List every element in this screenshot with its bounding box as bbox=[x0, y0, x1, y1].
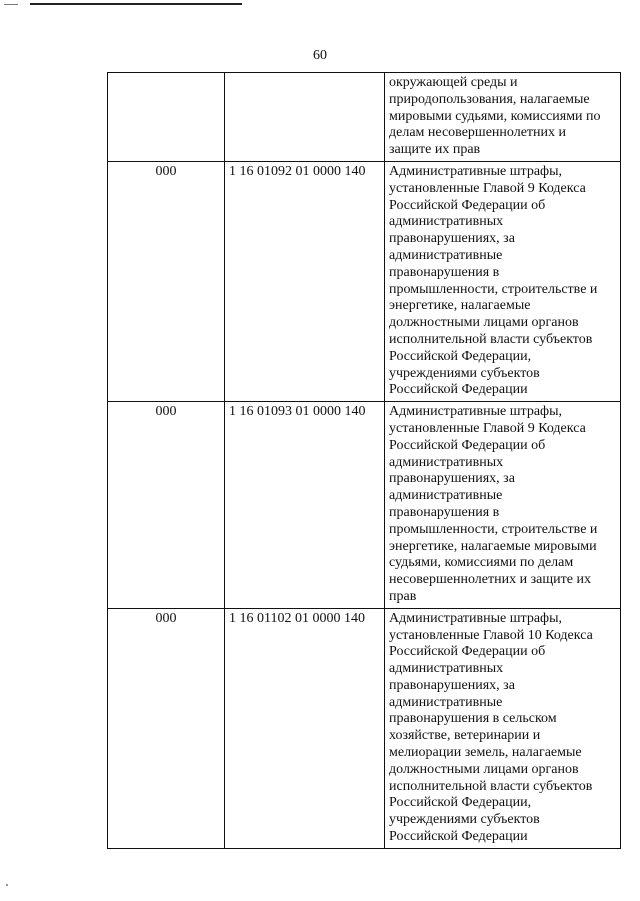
table-row bbox=[108, 402, 621, 609]
income-name-line: правонарушения в bbox=[389, 264, 500, 280]
income-name-line: исполнительной власти субъектов bbox=[389, 331, 593, 347]
income-name-cell bbox=[385, 161, 621, 401]
income-name-line: Российской Федерации, bbox=[389, 348, 532, 364]
page-number: 60 bbox=[313, 48, 327, 63]
table-row bbox=[108, 73, 621, 162]
income-name-line: Административные штрафы, bbox=[389, 610, 563, 626]
table-row bbox=[108, 608, 621, 848]
income-name-line: окружающей среды и bbox=[389, 75, 518, 90]
income-name-line: административные bbox=[389, 694, 503, 710]
income-name-line: хозяйстве, ветеринарии и bbox=[389, 728, 541, 744]
income-name-line: Российской Федерации об bbox=[389, 644, 546, 660]
income-name-cell bbox=[385, 73, 621, 162]
income-name-line: энергетике, налагаемые мировыми bbox=[389, 538, 597, 554]
income-name-line: мировыми судьями, комиссиями по bbox=[389, 108, 601, 124]
income-code-cell: 1 16 01102 01 0000 140 bbox=[225, 608, 385, 848]
income-name-line: установленные Главой 9 Кодекса bbox=[389, 180, 586, 196]
income-name-line: энергетике, налагаемые bbox=[389, 298, 531, 314]
income-name-line: промышленности, строительстве и bbox=[389, 281, 598, 297]
income-name-line: административных bbox=[389, 661, 504, 677]
admin-code-cell bbox=[108, 73, 225, 162]
income-name-line: прав bbox=[389, 588, 417, 604]
income-name-line: учреждениями субъектов bbox=[389, 365, 540, 381]
income-name-line: делам несовершеннолетних и bbox=[389, 125, 566, 141]
table-row bbox=[108, 161, 621, 401]
header-rule-tick bbox=[4, 4, 18, 5]
admin-code-cell: 000 bbox=[108, 608, 225, 848]
income-code-cell bbox=[225, 73, 385, 162]
income-name-line: Российской Федерации об bbox=[389, 437, 546, 453]
income-name-line: Российской Федерации об bbox=[389, 197, 546, 213]
income-name-line: административные bbox=[389, 488, 503, 504]
income-name-line: установленные Главой 10 Кодекса bbox=[389, 627, 593, 643]
fee-table-body bbox=[108, 73, 621, 849]
income-name-line: правонарушения в bbox=[389, 504, 500, 520]
income-code-cell: 1 16 01093 01 0000 140 bbox=[225, 402, 385, 609]
margin-speck bbox=[6, 884, 8, 886]
income-code-cell: 1 16 01092 01 0000 140 bbox=[225, 161, 385, 401]
income-name-cell bbox=[385, 402, 621, 609]
income-name-line: должностными лицами органов bbox=[389, 315, 579, 331]
income-name-line: промышленности, строительстве и bbox=[389, 521, 598, 537]
income-name-cell bbox=[385, 608, 621, 848]
income-name-line: Административные штрафы, bbox=[389, 163, 563, 179]
income-name-line: административных bbox=[389, 454, 504, 470]
income-name-line: правонарушениях, за bbox=[389, 471, 515, 487]
income-name-line: правонарушения в сельском bbox=[389, 711, 557, 727]
income-name-line: правонарушениях, за bbox=[389, 231, 515, 247]
income-name-line: исполнительной власти субъектов bbox=[389, 778, 593, 794]
income-name-line: административные bbox=[389, 247, 503, 263]
fee-table bbox=[107, 72, 621, 849]
income-name-line: природопользования, налагаемые bbox=[389, 91, 590, 107]
income-name-line: Российской Федерации bbox=[389, 382, 528, 398]
header-rule bbox=[30, 3, 242, 5]
income-name-line: судьями, комиссиями по делам bbox=[389, 555, 574, 571]
income-name-line: защите их прав bbox=[389, 142, 481, 158]
admin-code-cell: 000 bbox=[108, 402, 225, 609]
income-name-line: мелиорации земель, налагаемые bbox=[389, 745, 582, 761]
income-name-line: несовершеннолетних и защите их bbox=[389, 572, 591, 588]
income-name-line: должностными лицами органов bbox=[389, 761, 579, 777]
income-name-line: Административные штрафы, bbox=[389, 404, 563, 420]
income-name-line: установленные Главой 9 Кодекса bbox=[389, 420, 586, 436]
income-name-line: административных bbox=[389, 214, 504, 230]
income-name-line: правонарушениях, за bbox=[389, 677, 515, 693]
income-name-line: Российской Федерации, bbox=[389, 795, 532, 811]
income-name-line: Российской Федерации bbox=[389, 829, 528, 845]
income-name-line: учреждениями субъектов bbox=[389, 812, 540, 828]
admin-code-cell: 000 bbox=[108, 161, 225, 401]
